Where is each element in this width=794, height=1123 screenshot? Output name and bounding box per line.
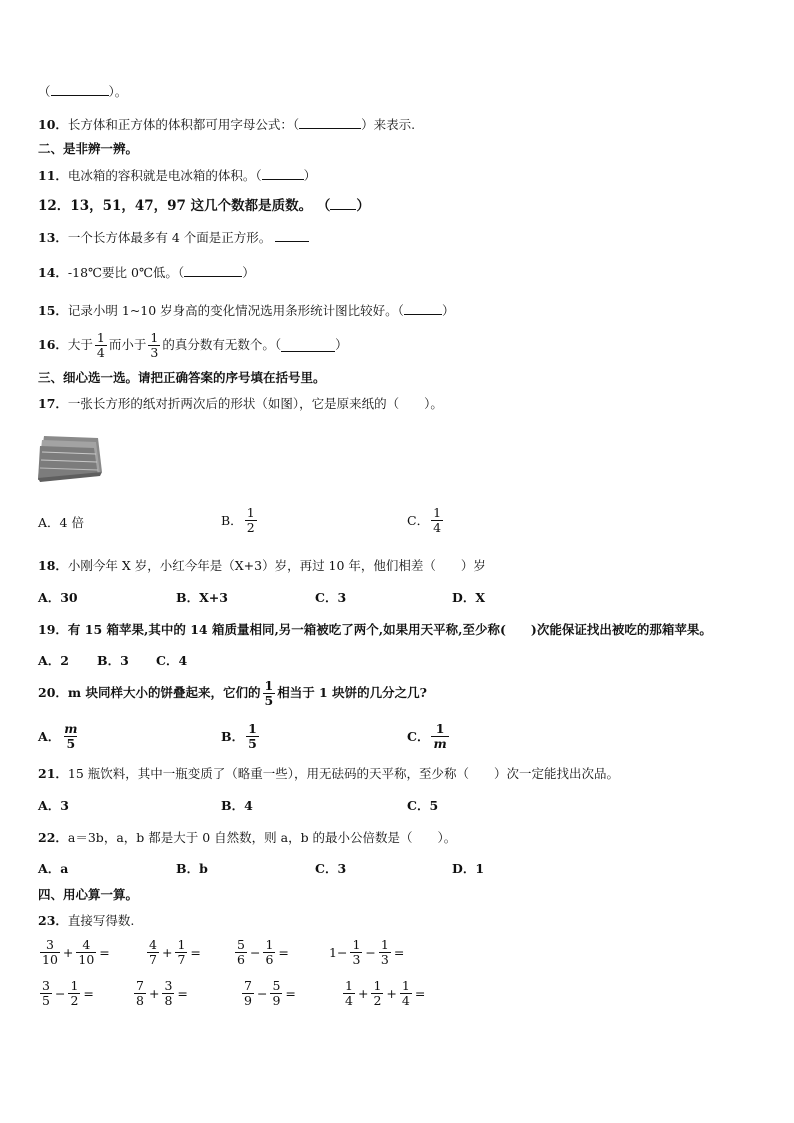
- answer-blank[interactable]: [262, 167, 304, 180]
- question-10: 10．长方体和正方体的体积都可用字母公式：（ ）来表示.: [38, 117, 416, 132]
- option-b[interactable]: B． $\frac{1}{2}$: [221, 505, 255, 535]
- fraction: $\frac{1}{4}$: [433, 505, 442, 535]
- option-c[interactable]: C．4: [156, 653, 188, 668]
- calc-item: $\frac{3}{10}$ + $\frac{4}{10}$ =: [42, 937, 110, 967]
- question-17: 17．一张长方形的纸对折两次后的形状（如图），它是原来纸的（ ）。: [38, 396, 443, 411]
- question-14: 14．-18℃要比 0℃低。（ ）: [38, 265, 255, 280]
- question-15: 15．记录小明 1~10 岁身高的变化情况选用条形统计图比较好。（ ）: [38, 303, 455, 318]
- fraction: $\frac{m}{5}$: [64, 721, 78, 751]
- answer-blank[interactable]: [404, 302, 442, 315]
- fraction: $\frac{1}{3}$: [150, 329, 159, 360]
- answer-blank[interactable]: [184, 264, 242, 277]
- option-b[interactable]: B．4: [221, 798, 253, 813]
- option-c[interactable]: C．3: [315, 590, 347, 605]
- answer-blank[interactable]: [330, 197, 356, 210]
- option-a[interactable]: A．3: [38, 798, 69, 813]
- answer-blank[interactable]: [275, 229, 309, 242]
- fraction: $\frac{1}{4}$: [96, 329, 105, 360]
- option-d[interactable]: D．1: [452, 861, 485, 876]
- question-23: 23．直接写得数.: [38, 913, 135, 928]
- question-21: 21．15 瓶饮料，其中一瓶变质了（略重一些），用无砝码的天平称，至少称（ ）次一定能找出次品。: [38, 766, 620, 781]
- answer-blank[interactable]: [299, 116, 361, 129]
- option-c[interactable]: C．5: [407, 798, 439, 813]
- question-19: 19．有 15 箱苹果,其中的 14 箱质量相同,另一箱被吃了两个,如果用天平称,至少称( )次能保证找出被吃的那箱苹果。: [38, 622, 712, 637]
- calc-item: $\frac{7}{8}$ + $\frac{3}{8}$ =: [136, 978, 188, 1008]
- answer-blank[interactable]: [51, 83, 109, 96]
- option-a[interactable]: A．2: [38, 653, 69, 668]
- option-d[interactable]: D．X: [452, 590, 486, 605]
- section-2-heading: 二、是非辨一辨。: [38, 141, 139, 156]
- option-b[interactable]: B．X+3: [176, 590, 228, 605]
- option-b[interactable]: B．3: [97, 653, 129, 668]
- option-c[interactable]: C．3: [315, 861, 347, 876]
- option-c[interactable]: C． $\frac{1}{m}$: [407, 721, 447, 751]
- option-a[interactable]: A． $\frac{m}{5}$: [38, 721, 78, 751]
- question-18: 18．小刚今年 X 岁，小红今年是（X+3）岁，再过 10 年，他们相差（ ）岁: [38, 558, 486, 573]
- question-16: 16． 大于 $\frac{1}{4}$ 而小于 $\frac{1}{3}$ 的真分数有无数个。（ ）: [38, 329, 348, 360]
- option-c[interactable]: C． $\frac{1}{4}$: [407, 505, 442, 535]
- section-3-heading: 三、细心选一选。请把正确答案的序号填在括号里。: [38, 370, 326, 385]
- fraction: $\frac{1}{2}$: [246, 505, 255, 535]
- option-b[interactable]: B．b: [176, 861, 208, 876]
- calc-item: $\frac{5}{6}$ − $\frac{1}{6}$ =: [237, 937, 289, 967]
- fraction: $\frac{1}{5}$: [248, 721, 257, 751]
- calc-item: 1− $\frac{1}{3}$ − $\frac{1}{3}$ =: [329, 937, 405, 967]
- question-22: 22．a＝3b，a，b 都是大于 0 自然数，则 a，b 的最小公倍数是（ ）。: [38, 830, 457, 845]
- calc-item: $\frac{4}{7}$ + $\frac{1}{7}$ =: [149, 937, 201, 967]
- calc-item: $\frac{3}{5}$ − $\frac{1}{2}$ =: [42, 978, 94, 1008]
- question-11: 11．电冰箱的容积就是电冰箱的体积。（ ）: [38, 168, 317, 183]
- section-4-heading: 四、用心算一算。: [38, 887, 139, 902]
- folded-paper-image: [36, 432, 104, 484]
- question-20: 20． m 块同样大小的饼叠起来，它们的 $\frac{1}{5}$ 相当于 1 块饼的几分之几?: [38, 677, 427, 708]
- calc-item: $\frac{1}{4}$ + $\frac{1}{2}$ + $\frac{1}{4}$ =: [345, 978, 426, 1008]
- option-a[interactable]: A．a: [38, 861, 69, 876]
- option-a[interactable]: A．30: [38, 590, 78, 605]
- calc-item: $\frac{7}{9}$ − $\frac{5}{9}$ =: [244, 978, 296, 1008]
- answer-blank[interactable]: [281, 339, 335, 352]
- fraction: $\frac{1}{m}$: [433, 721, 447, 751]
- option-a[interactable]: A．4 倍: [38, 515, 84, 530]
- q9-tail: （ ）。: [38, 84, 128, 99]
- question-13: 13．一个长方体最多有 4 个面是正方形。: [38, 229, 309, 246]
- question-12: 12．13，51，47，97 这几个数都是质数。 （ ）: [38, 198, 370, 214]
- fraction: $\frac{1}{5}$: [264, 677, 274, 708]
- option-b[interactable]: B． $\frac{1}{5}$: [221, 721, 257, 751]
